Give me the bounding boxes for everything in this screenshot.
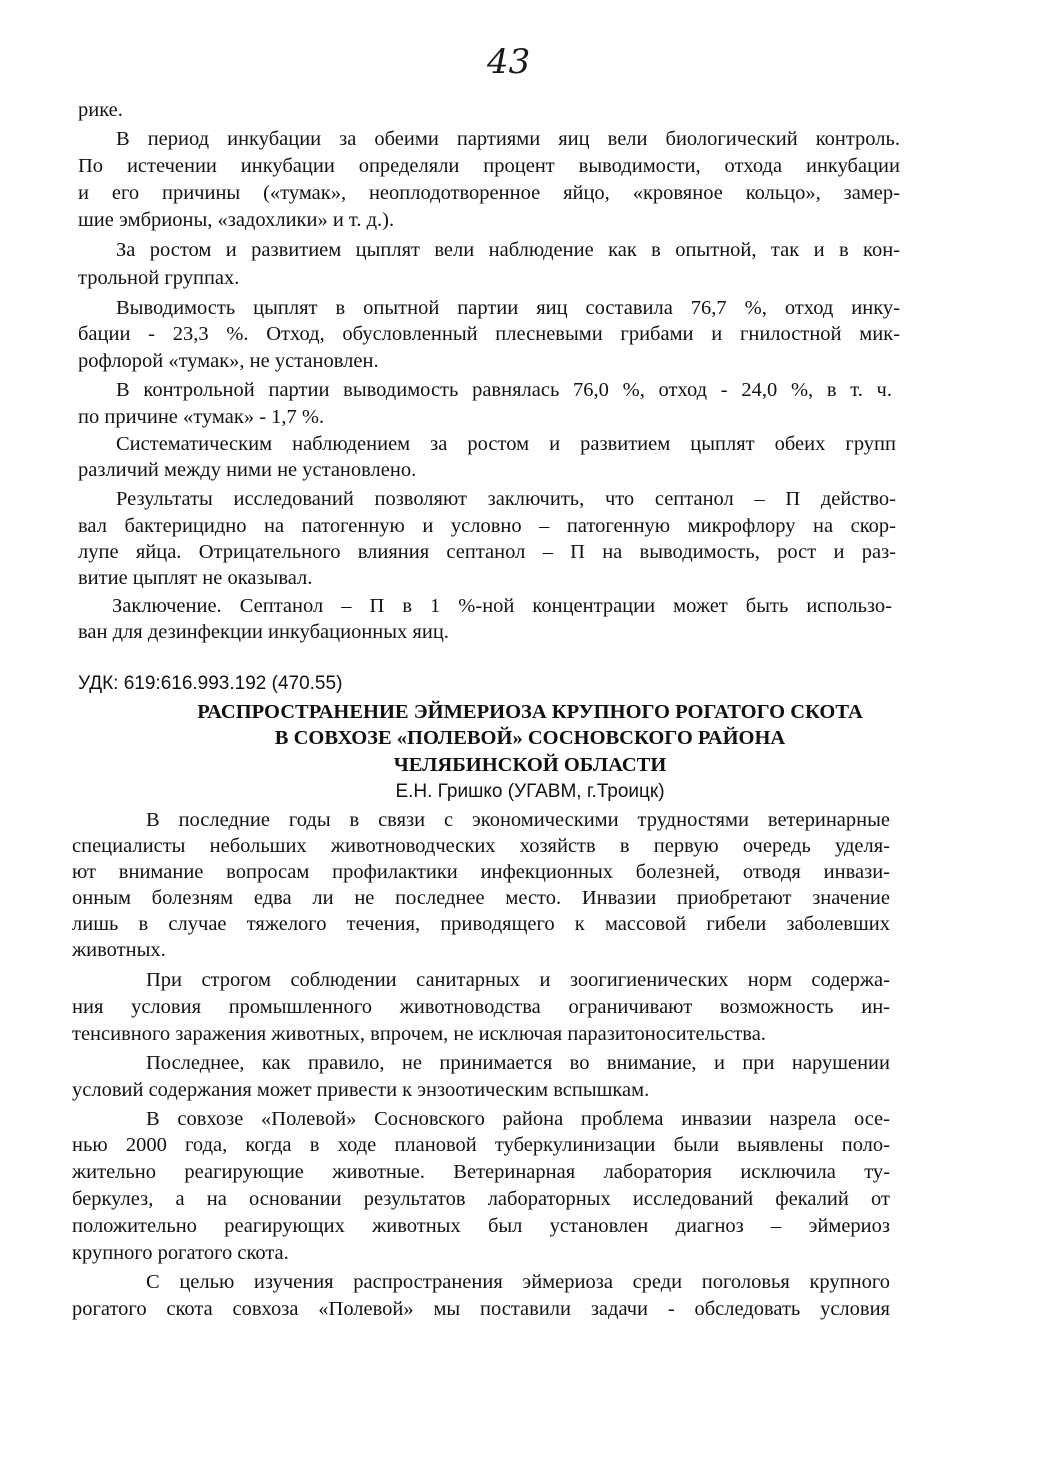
article-title-line: РАСПРОСТРАНЕНИЕ ЭЙМЕРИОЗА КРУПНОГО РОГАТОГО СКОТА: [197, 701, 863, 723]
text-line: нью 2000 года, когда в ходе плановой туберкулинизации были выявлены поло-: [72, 1134, 890, 1156]
text-line: В период инкубации за обеими партиями яиц вели биологический контроль.: [116, 128, 900, 150]
text-line: рофлорой «тумак», не установлен.: [78, 350, 379, 372]
text-line: За ростом и развитием цыплят вели наблюдение как в опытной, так и в кон-: [116, 239, 900, 261]
text-line: Выводимость цыплят в опытной партии яиц составила 76,7 %, отход инку-: [116, 297, 900, 319]
text-line: различий между ними не установлено.: [78, 459, 417, 481]
text-line: Результаты исследований позволяют заключить, что септанол – П действо-: [116, 488, 896, 510]
text-line: В последние годы в связи с экономическими трудностями ветеринарные: [146, 809, 890, 831]
text-line: условий содержания может привести к энзоотическим вспышкам.: [72, 1079, 650, 1101]
text-line: тенсивного заражения животных, впрочем, не исключая паразитоносительства.: [72, 1023, 766, 1045]
text-line: По истечении инкубации определяли процент выводимости, отхода инкубации: [78, 155, 900, 177]
udc-code: УДК: 619:616.993.192 (470.55): [78, 673, 343, 694]
text-line: рике.: [78, 99, 123, 121]
page-number: 43: [487, 42, 531, 82]
text-line: В контрольной партии выводимость равнялась 76,0 %, отход - 24,0 %, в т. ч.: [116, 379, 892, 401]
text-line: витие цыплят не оказывал.: [78, 567, 313, 589]
text-line: шие эмбрионы, «задохлики» и т. д.).: [78, 209, 395, 231]
text-line: трольной группах.: [78, 267, 240, 289]
text-line: лишь в случае тяжелого течения, приводящего к массовой гибели заболевших: [72, 913, 890, 935]
text-line: жительно реагирующие животные. Ветеринарная лаборатория исключила ту-: [72, 1161, 890, 1183]
text-line: С целью изучения распространения эймериоза среди поголовья крупного: [146, 1271, 890, 1293]
text-line: ван для дезинфекции инкубационных яиц.: [78, 621, 449, 643]
text-line: специалисты небольших животноводческих хозяйств в первую очередь уделя-: [72, 835, 890, 857]
text-line: положительно реагирующих животных был установлен диагноз – эймериоз: [72, 1215, 890, 1237]
article-author: Е.Н. Гришко (УГАВМ, г.Троицк): [395, 781, 665, 802]
text-line: Последнее, как правило, не принимается во внимание, и при нарушении: [146, 1052, 890, 1074]
text-line: В совхозе «Полевой» Сосновского района проблема инвазии назрела осе-: [146, 1108, 890, 1130]
text-line: крупного рогатого скота.: [72, 1242, 289, 1264]
text-line: по причине «тумак» - 1,7 %.: [78, 406, 325, 428]
text-line: и его причины («тумак», неоплодотворенное яйцо, «кровяное кольцо», замер-: [78, 182, 900, 204]
article-title-line: В СОВХОЗЕ «ПОЛЕВОЙ» СОСНОВСКОГО РАЙОНА: [274, 727, 786, 749]
article-title-line: ЧЕЛЯБИНСКОЙ ОБЛАСТИ: [393, 754, 667, 776]
text-line: ния условия промышленного животноводства ограничивают возможность ин-: [72, 996, 890, 1018]
text-line: рогатого скота совхоза «Полевой» мы поставили задачи - обследовать условия: [72, 1298, 890, 1320]
text-line: бации - 23,3 %. Отход, обусловленный плесневыми грибами и гнилостной мик-: [78, 323, 900, 345]
text-line: Систематическим наблюдением за ростом и развитием цыплят обеих групп: [116, 433, 896, 455]
text-line: При строгом соблюдении санитарных и зоогигиенических норм содержа-: [146, 969, 890, 991]
text-line: беркулез, а на основании результатов лабораторных исследований фекалий от: [72, 1188, 890, 1210]
text-line: вал бактерицидно на патогенную и условно – патогенную микрофлору на скор-: [78, 515, 896, 537]
text-line: животных.: [72, 939, 166, 961]
text-line: Заключение. Септанол – П в 1 %-ной концентрации может быть использо-: [112, 595, 892, 617]
text-line: ют внимание вопросам профилактики инфекционных болезней, отводя инвази-: [72, 861, 890, 883]
text-line: лупе яйца. Отрицательного влияния септанол – П на выводимость, рост и раз-: [78, 541, 896, 563]
text-line: онным болезням едва ли не последнее место. Инвазии приобретают значение: [72, 887, 890, 909]
